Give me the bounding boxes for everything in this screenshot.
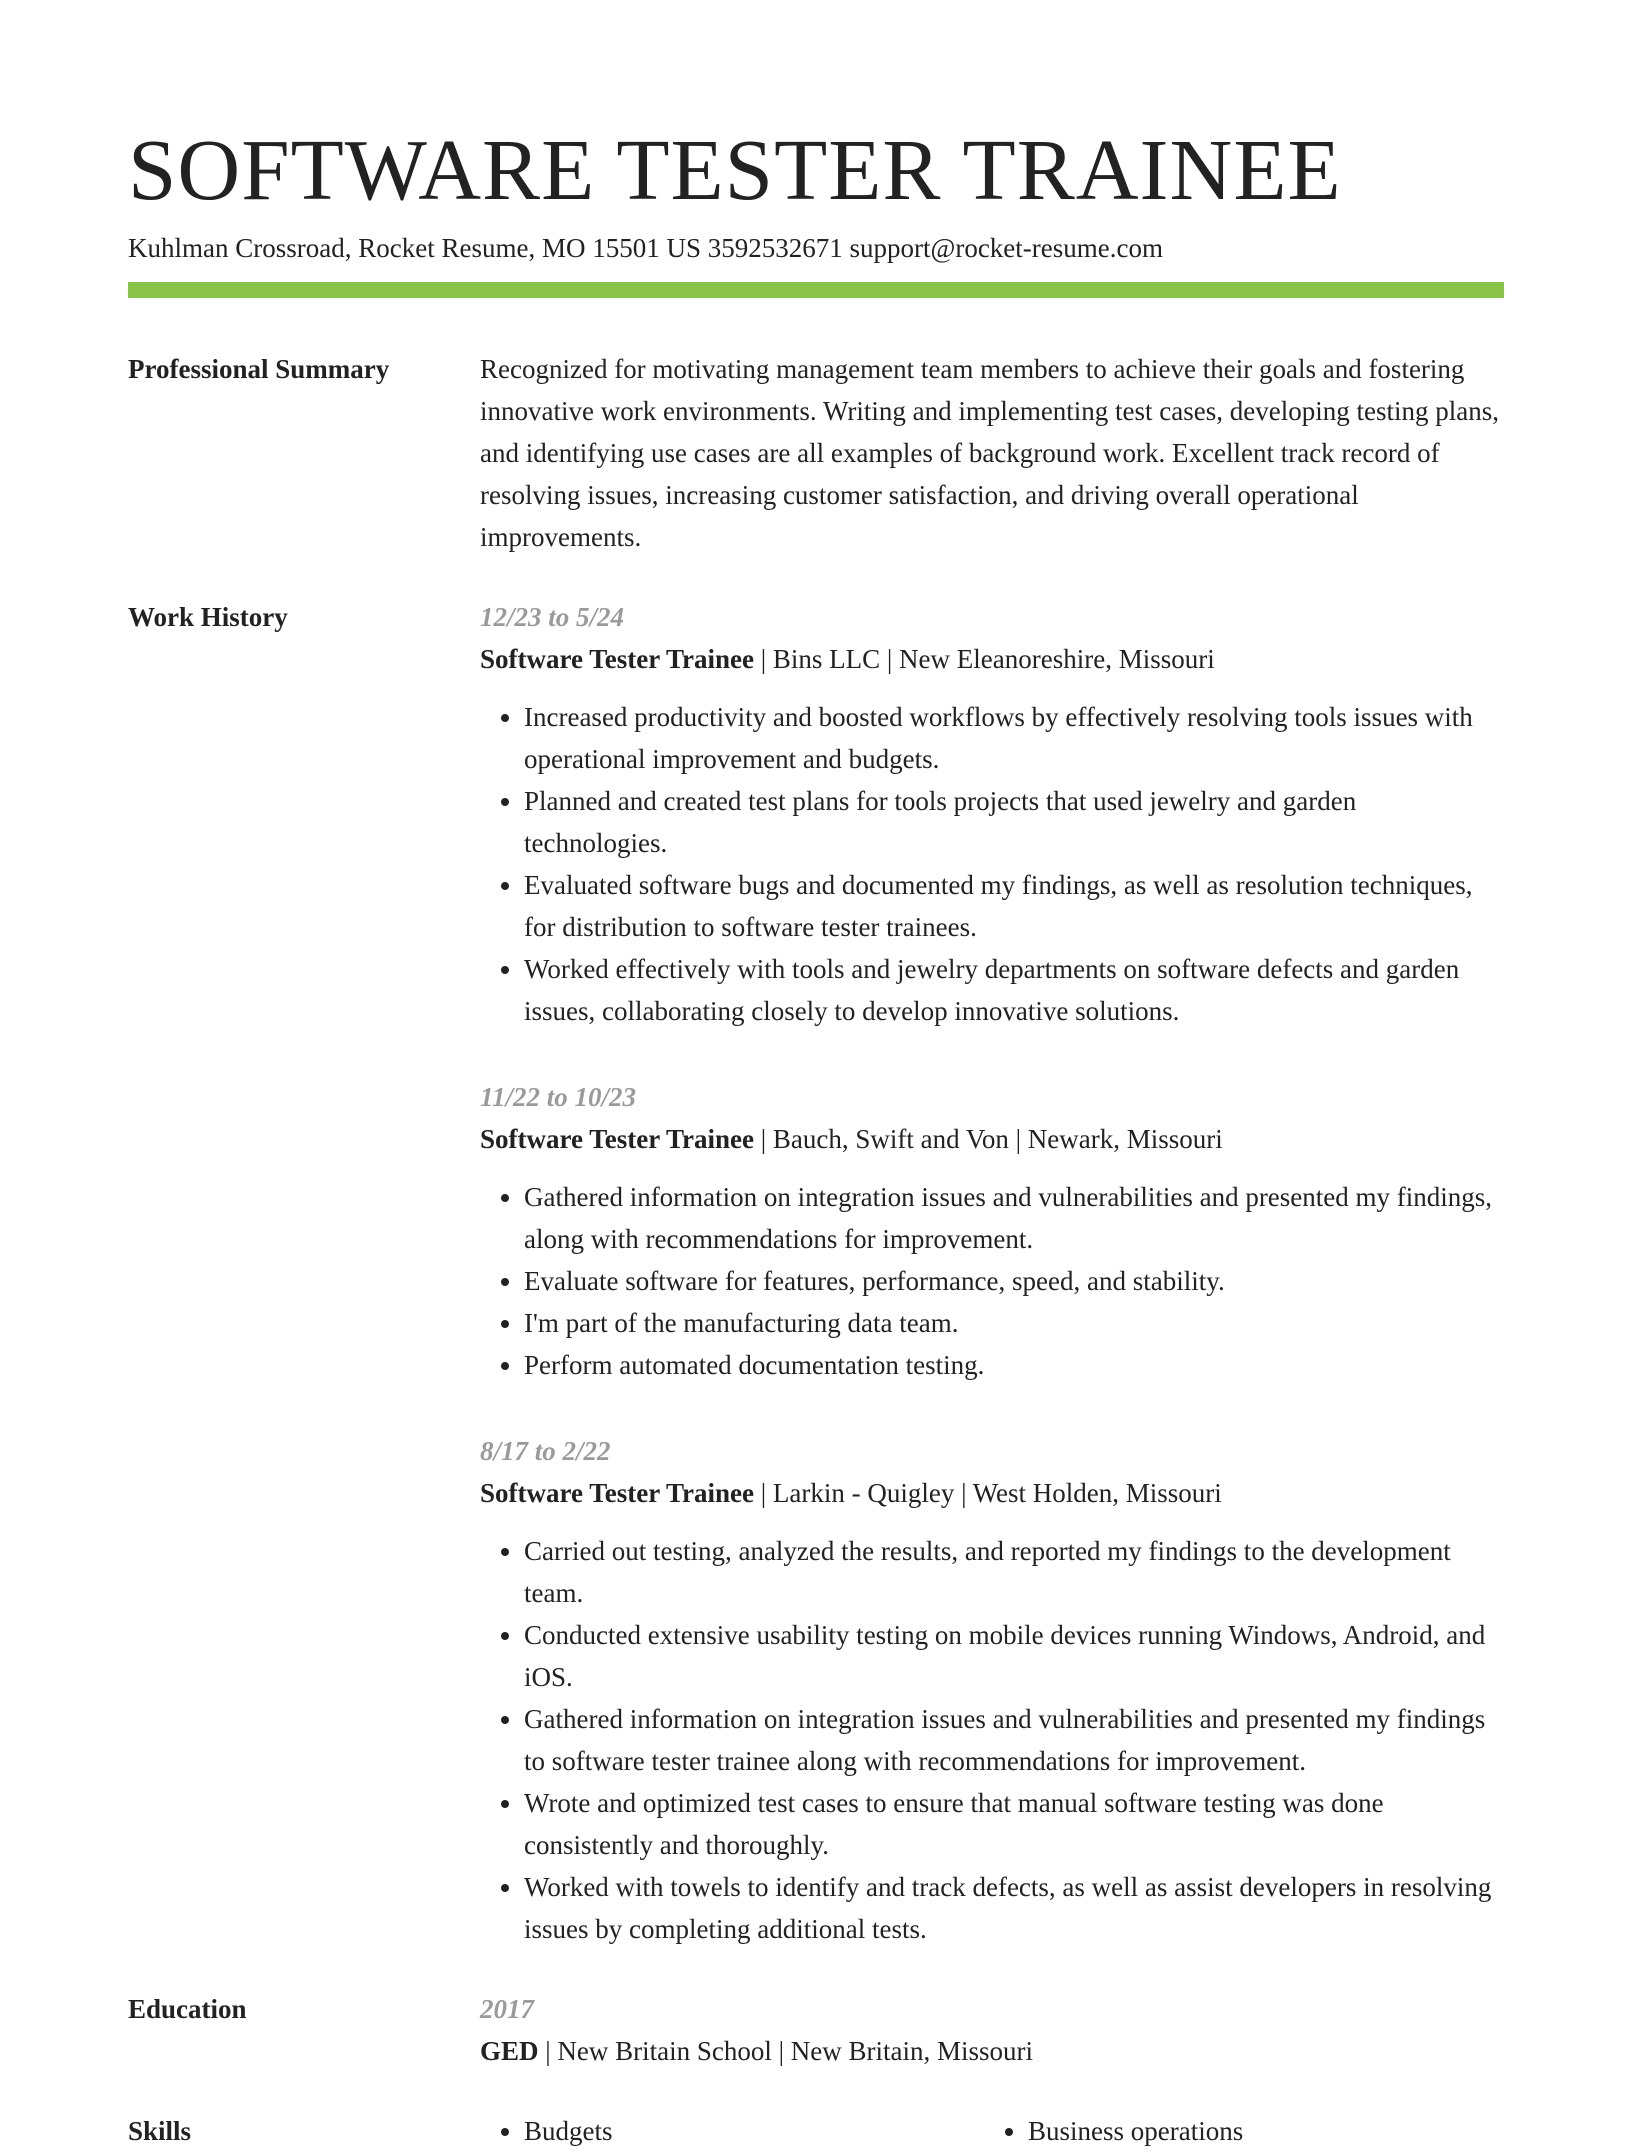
job-bullet: • Worked with towels to identify and track defects, as well as assist developers in resolving issues by completing additional tests. bbox=[524, 1866, 1504, 1950]
summary-section bbox=[128, 348, 1504, 558]
job-dates: 8/17 to 2/22 bbox=[480, 1436, 611, 1466]
job-bullet: • Planned and created test plans for tools projects that used jewelry and garden technologies. bbox=[524, 780, 1504, 864]
work-history-section bbox=[128, 596, 1504, 1950]
job-bullet: • Gathered information on integration issues and vulnerabilities and presented my findings to software tester trainee along with recommendations for improvement. bbox=[524, 1698, 1504, 1782]
job-bullet: • Evaluated software bugs and documented my findings, as well as resolution techniques, for distribution to software tester trainees. bbox=[524, 864, 1504, 948]
job-entry bbox=[480, 1430, 1504, 1950]
job-role-line bbox=[480, 1472, 1504, 1514]
job-title: Software Tester Trainee bbox=[480, 644, 754, 674]
section-label-education: Education bbox=[128, 1994, 247, 2024]
job-bullet: • Wrote and optimized test cases to ensure that manual software testing was done consistently and thoroughly. bbox=[524, 1782, 1504, 1866]
job-bullet: • Perform automated documentation testing. bbox=[524, 1344, 1504, 1386]
education-section bbox=[128, 1988, 1504, 2072]
job-role-line bbox=[480, 638, 1504, 680]
job-details: | Larkin - Quigley | West Holden, Missouri bbox=[753, 1478, 1222, 1508]
skills-column bbox=[984, 2110, 1488, 2152]
job-bullet: • Gathered information on integration issues and vulnerabilities and presented my findings, along with recommendations for improvement. bbox=[524, 1176, 1504, 1260]
header-divider bbox=[128, 282, 1504, 298]
skill-item: • Budgets bbox=[524, 2110, 984, 2152]
job-dates: 11/22 to 10/23 bbox=[480, 1082, 637, 1112]
job-role-line bbox=[480, 1118, 1504, 1160]
job-bullet: • Increased productivity and boosted workflows by effectively resolving tools issues with operational improvement and budgets. bbox=[524, 696, 1504, 780]
education-degree: GED bbox=[480, 2036, 539, 2066]
section-label-summary: Professional Summary bbox=[128, 354, 390, 384]
skills-grid bbox=[480, 2110, 1504, 2152]
job-title: Software Tester Trainee bbox=[480, 1478, 754, 1508]
resume-page bbox=[128, 122, 1504, 2152]
resume-name: SOFTWARE TESTER TRAINEE bbox=[128, 121, 1342, 218]
job-bullets bbox=[480, 1176, 1504, 1386]
section-label-work: Work History bbox=[128, 602, 288, 632]
job-dates: 12/23 to 5/24 bbox=[480, 602, 625, 632]
job-bullets bbox=[480, 696, 1504, 1032]
job-bullet: • Evaluate software for features, performance, speed, and stability. bbox=[524, 1260, 1504, 1302]
education-year: 2017 bbox=[480, 1994, 534, 2024]
job-entry bbox=[480, 1076, 1504, 1386]
job-bullet: • Carried out testing, analyzed the results, and reported my findings to the development team. bbox=[524, 1530, 1504, 1614]
job-entry bbox=[480, 596, 1504, 1032]
skill-item: • Business operations bbox=[1028, 2110, 1488, 2152]
summary-text: Recognized for motivating management team members to achieve their goals and fostering innovative work environments. Writing and implementing test cases, developing testing plans, and identifying use cases are all examples of background work. Excellent track record of resolving issues, increasing customer satisfaction, and driving overall operational improvements. bbox=[480, 354, 1499, 552]
job-bullets bbox=[480, 1530, 1504, 1950]
skills-column bbox=[480, 2110, 984, 2152]
job-details: | Bins LLC | New Eleanoreshire, Missouri bbox=[753, 644, 1215, 674]
job-details: | Bauch, Swift and Von | Newark, Missouri bbox=[753, 1124, 1223, 1154]
job-bullet: • I'm part of the manufacturing data team. bbox=[524, 1302, 1504, 1344]
contact-info: Kuhlman Crossroad, Rocket Resume, MO 15501 US 3592532671 support@rocket-resume.com bbox=[128, 233, 1163, 263]
job-title: Software Tester Trainee bbox=[480, 1124, 754, 1154]
skills-section bbox=[128, 2110, 1504, 2152]
education-line bbox=[480, 2030, 1504, 2072]
section-label-skills: Skills bbox=[128, 2116, 192, 2146]
job-bullet: • Conducted extensive usability testing on mobile devices running Windows, Android, and iOS. bbox=[524, 1614, 1504, 1698]
education-details: | New Britain School | New Britain, Missouri bbox=[538, 2036, 1034, 2066]
job-bullet: • Worked effectively with tools and jewelry departments on software defects and garden issues, collaborating closely to develop innovative solutions. bbox=[524, 948, 1504, 1032]
